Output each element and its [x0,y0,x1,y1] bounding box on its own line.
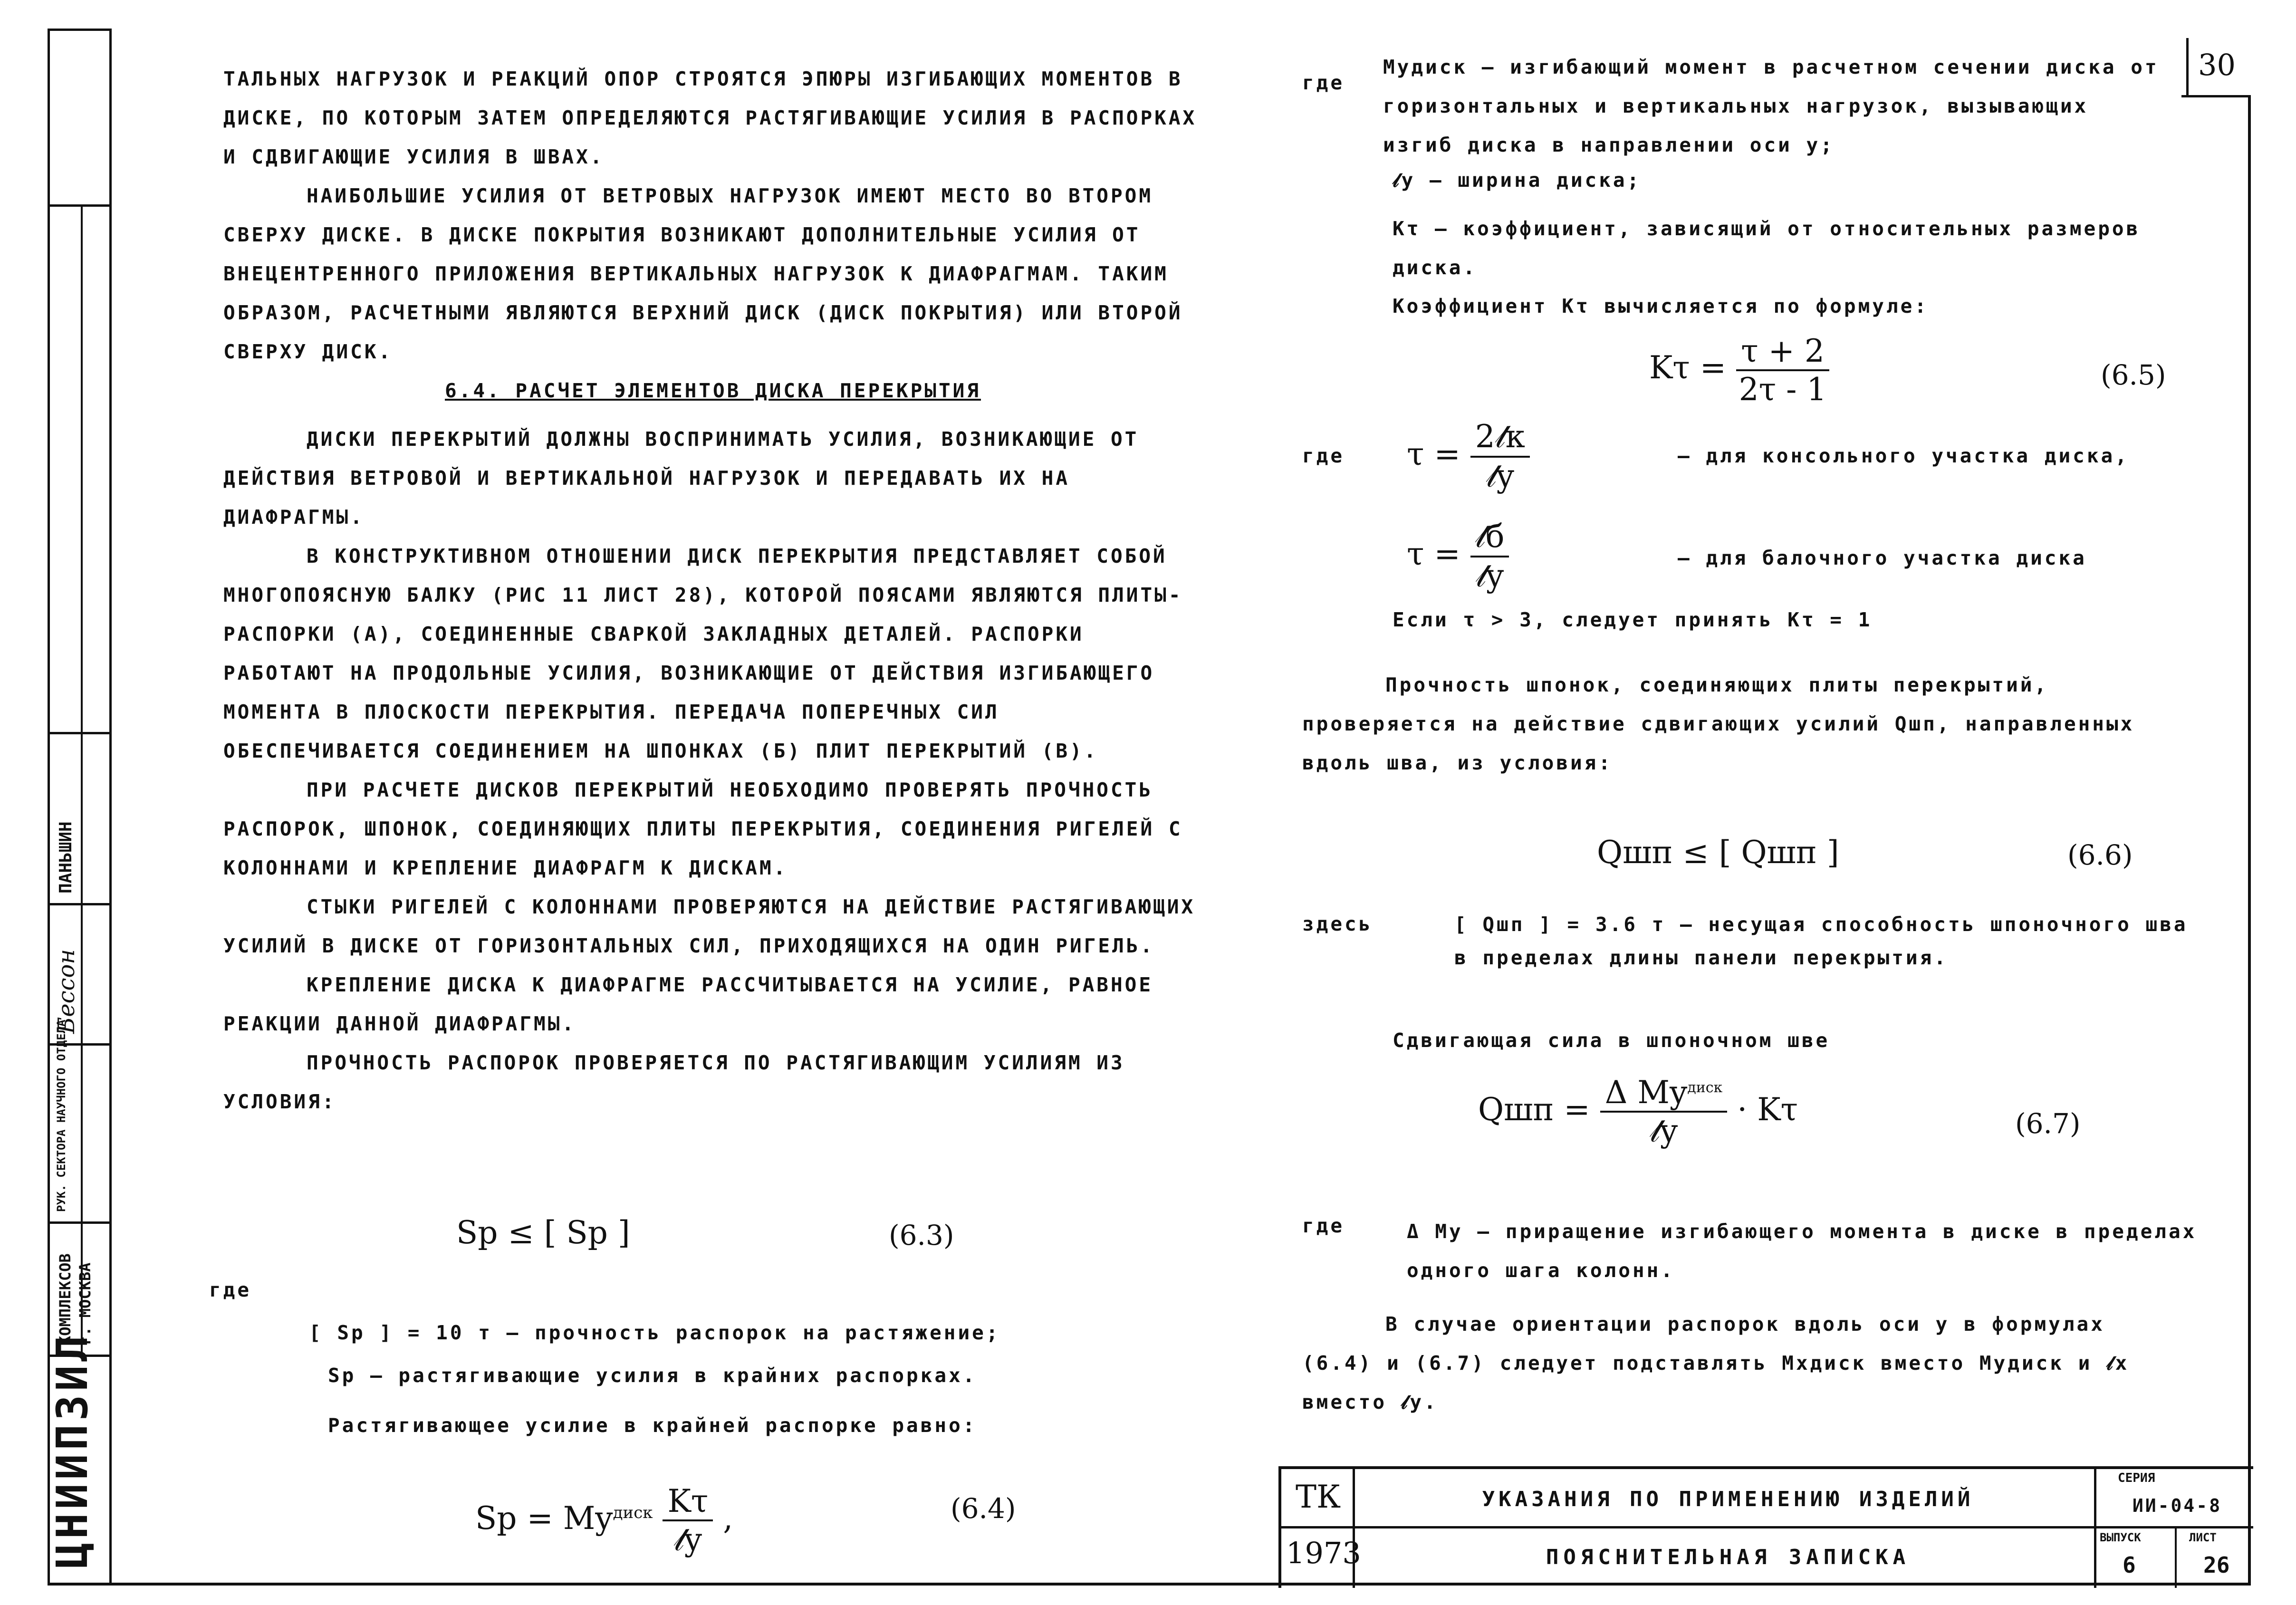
sidebar-org-line-2: г. МОСКВА [76,1262,94,1345]
eq-number-6-5: (6.5) [2101,359,2166,391]
stamp-h5 [48,1221,112,1224]
formula-6-4-sup: диск [613,1503,653,1522]
stamp-h3 [48,903,112,905]
tb-series: ИИ-04-8 [2132,1495,2222,1516]
tau-formula-1 [1407,418,1530,495]
gde-label-3: где [1302,1214,1345,1237]
def-sp: Sр — растягивающие усилия в крайних распорках. [328,1364,977,1387]
page-number: 30 [2198,48,2236,82]
text-before-6-4: Растягивающее усилие в крайней распорке равно: [328,1414,977,1437]
eq-number-6-7: (6.7) [2015,1107,2081,1140]
title-block [1278,1466,2253,1588]
if-clause: Если τ > 3, следует принять Kτ = 1 [1393,608,1873,631]
section-paragraph: ДИСКИ ПЕРЕКРЫТИЙ ДОЛЖНЫ ВОСПРИНИМАТЬ УСИЛИЯ, ВОЗНИКАЮЩИЕ ОТ ДЕЙСТВИЯ ВЕТРОВОЙ И ВЕРТИКАЛЬНОЙ НАГРУЗОК И ПЕРЕДАВАТЬ ИХ НА ДИАФРАГМЫ. [223,428,1139,529]
def-q-allow: [ Qшп ] = 3.6 т — несущая способность шпоночного шва в пределах длины панели перекрытия. [1454,913,2188,969]
zdes-label: здесь [1302,913,1373,935]
gde-label-1: где [1302,71,1345,94]
frame-left-inner [109,29,112,1585]
section-paragraph: СТЫКИ РИГЕЛЕЙ С КОЛОННАМИ ПРОВЕРЯЮТСЯ НА ДЕЙСТВИЕ РАСТЯГИВАЮЩИХ УСИЛИЙ В ДИСКЕ ОТ ГОРИЗОНТАЛЬНЫХ СИЛ, ПРИХОДЯЩИХСЯ НА ОДИН РИГЕЛЬ. [223,895,1196,957]
sidebar-name: ПАНЬШИН [56,821,76,894]
frame-top-left [48,29,112,31]
formula-6-4-fraction [663,1483,713,1559]
stamp-h1 [48,204,112,207]
tb-v3 [2175,1528,2177,1588]
tb-title: УКАЗАНИЯ ПО ПРИМЕНЕНИЮ ИЗДЕЛИЙ [1482,1487,1974,1511]
def-k: Kτ — коэффициент, зависящий от относительных размеров диска. [1393,217,2141,279]
tau-2-desc: — для балочного участка диска [1678,547,2087,569]
formula-6-7-tail: · Kτ [1737,1091,1798,1128]
stamp-h2 [48,732,112,734]
formula-6-4-den: 𝓁y [673,1521,702,1558]
sidebar-org-line-1: КОМПЛЕКСОВ [56,1253,74,1345]
formula-6-5-fraction [1736,333,1829,408]
section-paragraph: ПРИ РАСЧЕТЕ ДИСКОВ ПЕРЕКРЫТИЙ НЕОБХОДИМО ПРОВЕРЯТЬ ПРОЧНОСТЬ РАСПОРОК, ШПОНОК, СОЕДИНЯЮЩИХ ПЛИТЫ ПЕРЕКРЫТИЯ, СОЕДИНЕНИЯ РИГЕЛЕЙ С КОЛОННАМИ И КРЕПЛЕНИЕ ДИАФРАГМ К ДИСКАМ. [223,778,1183,879]
tau-2-num: 𝓁б [1470,518,1509,557]
tb-subtitle: ПОЯСНИТЕЛЬНАЯ ЗАПИСКА [1546,1545,1911,1569]
formula-6-4 [475,1483,733,1559]
coef-intro: Коэффициент Kτ вычисляется по формуле: [1393,295,1929,317]
formula-6-4-lhs: Sр = My [475,1500,613,1537]
tb-issue: 6 [2123,1552,2136,1578]
formula-6-4-comma: , [723,1500,733,1537]
formula-6-7-sup: диск [1687,1079,1723,1096]
shear-intro: Сдвигающая сила в шпоночном шве [1393,1029,1830,1052]
final-paragraph: В случае ориентации распорок вдоль оси y в формулах (6.4) и (6.7) следует подставлять Mxдиск вместо Myдиск и 𝓁x вместо 𝓁y. [1302,1313,2130,1413]
gde-label: где [209,1278,252,1301]
tb-sheet: 26 [2203,1552,2230,1578]
def-ly: 𝓁y — ширина диска; [1393,169,1642,192]
eq-number-6-6: (6.6) [2067,839,2133,871]
formula-6-7-den: 𝓁y [1649,1113,1678,1149]
formula-6-7 [1478,1074,1798,1150]
tau-2-fraction [1470,518,1509,595]
frame-right [2248,95,2251,1586]
gde-label-2: где [1302,444,1345,467]
tau-formula-2 [1407,518,1509,595]
formula-6-5-num: τ + 2 [1736,333,1829,371]
sidebar-dept: РУК. СЕКТОРА НАУЧНОГО ОТДЕЛА [55,1019,68,1212]
tau-1-den: 𝓁y [1486,458,1514,494]
tau-1-num: 2𝓁к [1470,418,1530,458]
tb-year: 1973 [1286,1536,1361,1570]
formula-6-5-lhs: Kτ = [1649,349,1727,386]
formula-6-7-num-text: Δ My [1604,1074,1688,1111]
section-paragraph: ПРОЧНОСТЬ РАСПОРОК ПРОВЕРЯЕТСЯ ПО РАСТЯГИВАЮЩИМ УСИЛИЯМ ИЗ УСЛОВИЯ: [223,1051,1125,1113]
org-logo: ЦНИИПЗИЛ [48,1332,97,1568]
left-paragraph: НАИБОЛЬШИЕ УСИЛИЯ ОТ ВЕТРОВЫХ НАГРУЗОК ИМЕЮТ МЕСТО ВО ВТОРОМ СВЕРХУ ДИСКЕ. В ДИСКЕ ПОКРЫТИЯ ВОЗНИКАЮТ ДОПОЛНИТЕЛЬНЫЕ УСИЛИЯ ОТ ВНЕЦЕНТРЕННОГО ПРИЛОЖЕНИЯ ВЕРТИКАЛЬНЫХ НАГРУЗОК К ДИАФРАГМАМ. ТАКИМ ОБРАЗОМ, РАСЧЕТНЫМИ ЯВЛЯЮТСЯ ВЕРХНИЙ ДИСК (ДИСК ПОКРЫТИЯ) ИЛИ ВТОРОЙ СВЕРХУ ДИСК. [223,184,1183,363]
eq-number-6-3: (6.3) [889,1219,954,1251]
formula-6-7-fraction [1600,1074,1728,1150]
tau-2-lhs: τ = [1407,536,1460,572]
section-paragraph: КРЕПЛЕНИЕ ДИСКА К ДИАФРАГМЕ РАССЧИТЫВАЕТСЯ НА УСИЛИЕ, РАВНОЕ РЕАКЦИИ ДАННОЙ ДИАФРАГМЫ. [223,973,1153,1035]
formula-6-7-lhs: Qшп = [1478,1091,1590,1128]
formula-6-7-num [1600,1074,1728,1113]
tb-mid-line [1281,1526,2253,1528]
tau-2-den: 𝓁y [1476,557,1504,594]
eq-number-6-4: (6.4) [951,1492,1016,1525]
formula-6-6: Qшп ≤ [ Qшп ] [1597,834,1839,871]
left-paragraph: ТАЛЬНЫХ НАГРУЗОК И РЕАКЦИЙ ОПОР СТРОЯТСЯ ЭПЮРЫ ИЗГИБАЮЩИХ МОМЕНТОВ В ДИСКЕ, ПО КОТОРЫМ ЗАТЕМ ОПРЕДЕЛЯЮТСЯ РАСТЯГИВАЮЩИЕ УСИЛИЯ В РАСПОРКАХ И СДВИГАЮЩИЕ УСИЛИЯ В ШВАХ. [223,67,1197,168]
tau-1-fraction [1470,418,1530,495]
def-sp-allow: [ Sр ] = 10 т — прочность распорок на растяжение; [309,1321,1000,1344]
tb-issue-label: ВЫПУСК [2100,1531,2141,1544]
def-moment-text: Myдиск — изгибающий момент в расчетном сечении диска от горизонтальных и вертикальных нагрузок, вызывающих изгиб диска в направлении оси y; [1383,56,2159,156]
tb-v2 [2094,1469,2096,1588]
def-delta-m: Δ My — приращение изгибающего момента в диске в пределах одного шага колонн. [1407,1220,2197,1282]
formula-6-3: Sр ≤ [ Sр ] [456,1214,630,1251]
stamp-v [81,204,83,1355]
formula-6-5-den: 2τ - 1 [1739,371,1827,408]
tb-tk: ТК [1296,1479,1341,1515]
section-paragraph: В КОНСТРУКТИВНОМ ОТНОШЕНИИ ДИСК ПЕРЕКРЫТИЯ ПРЕДСТАВЛЯЕТ СОБОЙ МНОГОПОЯСНУЮ БАЛКУ (РИС 11 ЛИСТ 28), КОТОРОЙ ПОЯСАМИ ЯВЛЯЮТСЯ ПЛИТЫ-РАСПОРКИ (А), СОЕДИНЕННЫЕ СВАРКОЙ ЗАКЛАДНЫХ ДЕТАЛЕЙ. РАСПОРКИ РАБОТАЮТ НА ПРОДОЛЬНЫЕ УСИЛИЯ, ВОЗНИКАЮЩИЕ ОТ ДЕЙСТВИЯ ИЗГИБАЮЩЕГО МОМЕНТА В ПЛОСКОСТИ ПЕРЕКРЫТИЯ. ПЕРЕДАЧА ПОПЕРЕЧНЫХ СИЛ ОБЕСПЕЧИВАЕТСЯ СОЕДИНЕНИЕМ НА ШПОНКАХ (Б) ПЛИТ ПЕРЕКРЫТИЙ (В). [223,545,1183,762]
formula-6-4-num: Kτ [663,1483,713,1521]
left-column [223,59,1202,1121]
tb-sheet-label: ЛИСТ [2189,1531,2217,1544]
def-moment [1383,48,2162,164]
page-number-box [2186,38,2250,95]
shpon-paragraph: Прочность шпонок, соединяющих плиты перекрытий, проверяется на действие сдвигающих усилий Qшп, направленных вдоль шва, из условия: [1302,673,2135,774]
tau-1-lhs: τ = [1407,436,1460,472]
tau-1-desc: — для консольного участка диска, [1678,444,2129,467]
formula-6-5 [1649,333,1829,408]
section-heading: 6.4. РАСЧЕТ ЭЛЕМЕНТОВ ДИСКА ПЕРЕКРЫТИЯ [445,379,981,402]
frame-top-right [2181,95,2251,97]
tb-series-label: СЕРИЯ [2118,1471,2155,1485]
sidebar-signature: Бессон [53,949,80,1034]
